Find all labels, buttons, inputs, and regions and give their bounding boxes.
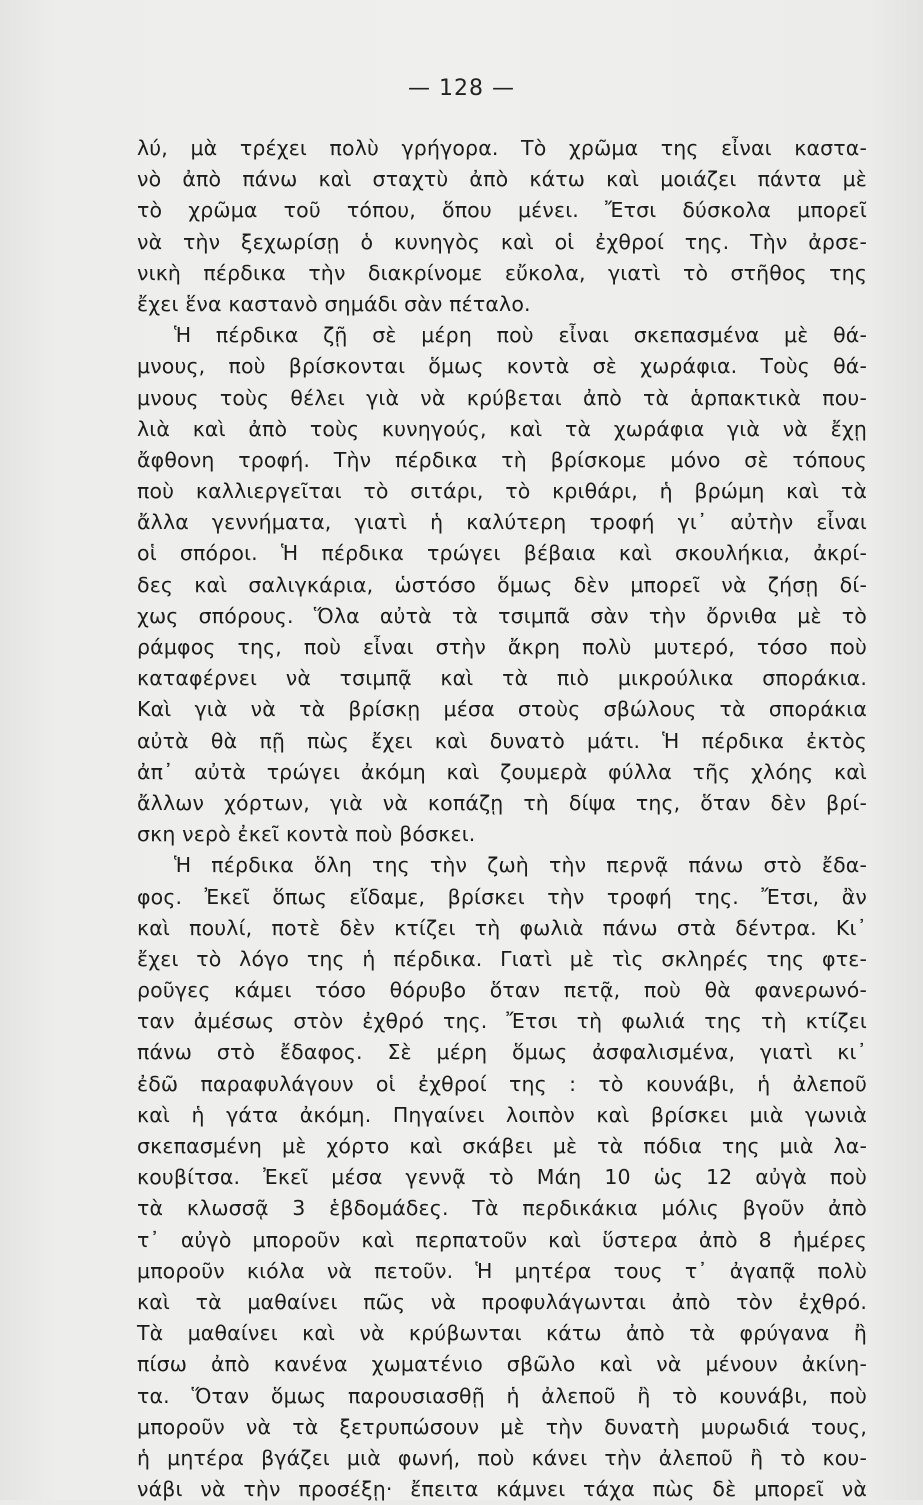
text-line: καὶ ἡ γάτα ἀκόμη. Πηγαίνει λοιπὸν καὶ βρίσκει μιὰ γωνιὰ — [137, 1102, 867, 1127]
text-line: λύ, μὰ τρέχει πολὺ γρήγορα. Τὸ χρῶμα της εἶναι καστα- — [137, 136, 867, 160]
text-line: μποροῦν νὰ τὰ ξετρυπώσουν μὲ τὴν δυνατὴ μυρωδιά τους, — [137, 1414, 867, 1439]
text-line: φος. Ἐκεῖ ὅπως εἴδαμε, βρίσκει τὴν τροφή της. Ἔτσι, ἂν — [137, 884, 867, 909]
text-line: ποὺ καλλιεργεῖται τὸ σιτάρι, τὸ κριθάρι, ἡ βρώμη καὶ τὰ — [137, 479, 867, 504]
text-line: ράμφος της, ποὺ εἶναι στὴν ἄκρη πολὺ μυτερό, τόσο ποὺ — [137, 635, 867, 659]
text-line: κουβίτσα. Ἐκεῖ μέσα γεννᾷ τὸ Μάη 10 ὡς 12 αὐγὰ ποὺ — [137, 1165, 867, 1190]
text-line: οἱ σπόροι. Ἡ πέρδικα τρώγει βέβαια καὶ σκουλήκια, ἀκρί- — [137, 541, 867, 566]
text-line: αὐτὰ θὰ πῇ πὼς ἔχει καὶ δυνατὸ μάτι. Ἡ πέρδικα ἐκτὸς — [137, 728, 867, 753]
text-line: μνους, ποὺ βρίσκονται ὅμως κοντὰ σὲ χωράφια. Τοὺς θά- — [137, 354, 867, 379]
text-line: πίσω ἀπὸ κανένα χωματένιο σβῶλο καὶ νὰ μένουν ἀκίνη- — [137, 1352, 867, 1377]
text-line: ἐδῶ παραφυλάγουν οἱ ἐχθροί της : τὸ κουνάβι, ἡ ἀλεποῦ — [137, 1071, 867, 1096]
text-line: ἔχει τὸ λόγο της ἡ πέρδικα. Γιατὶ μὲ τὶς σκληρές της φτε- — [137, 946, 867, 971]
text-line: καὶ τὰ μαθαίνει πῶς νὰ προφυλάγωνται ἀπὸ τὸν ἐχθρό. — [137, 1289, 867, 1314]
text-line: ἄφθονη τροφή. Τὴν πέρδικα τὴ βρίσκομε μόνο σὲ τόπους — [137, 447, 867, 472]
text-line: δες καὶ σαλιγκάρια, ὡστόσο ὅμως δὲν μπορεῖ νὰ ζήσῃ δί- — [137, 572, 867, 597]
text-line: χως σπόρους. Ὅλα αὐτὰ τὰ τσιμπᾶ σὰν τὴν ὄρνιθα μὲ τὸ — [137, 603, 867, 628]
text-line: σκη νερὸ ἐκεῖ κοντὰ ποὺ βόσκει. — [137, 822, 476, 847]
text-line: Ἡ πέρδικα ζῇ σὲ μέρη ποὺ εἶναι σκεπασμένα μὲ θά- — [174, 323, 867, 348]
body-text — [137, 133, 867, 1505]
text-line: πάνω στὸ ἔδαφος. Σὲ μέρη ὅμως ἀσφαλισμένα, γιατὶ κι᾽ — [137, 1040, 867, 1065]
text-line: ἄλλων χόρτων, γιὰ νὰ κοπάζῃ τὴ δίψα της, ὅταν δὲν βρί- — [137, 790, 867, 815]
text-line: σκεπασμένη μὲ χόρτο καὶ σκάβει μὲ τὰ πόδια της μιὰ λα- — [137, 1134, 867, 1158]
text-line: τὰ κλωσσᾷ 3 ἑβδομάδες. Τὰ περδικάκια μόλις βγοῦν ἀπὸ — [137, 1196, 867, 1221]
text-line: καταφέρνει νὰ τσιμπᾷ καὶ τὰ πιὸ μικρούλικα σποράκια. — [137, 666, 867, 691]
text-line: νὰ τὴν ξεχωρίσῃ ὁ κυνηγὸς καὶ οἱ ἐχθροί της. Τὴν ἀρσε- — [137, 229, 867, 254]
text-line: ἀπ᾽ αὐτὰ τρώγει ἀκόμη καὶ ζουμερὰ φύλλα τῆς χλόης καὶ — [137, 759, 867, 784]
text-line: μποροῦν κιόλα νὰ πετοῦν. Ἡ μητέρα τους τ᾽ ἀγαπᾷ πολὺ — [137, 1258, 867, 1283]
page-number: — 128 — — [408, 76, 515, 101]
text-line: νὸ ἀπὸ πάνω καὶ σταχτὺ ἀπὸ κάτω καὶ μοιάζει πάντα μὲ — [137, 167, 867, 192]
text-line: Τὰ μαθαίνει καὶ νὰ κρύβωνται κάτω ἀπὸ τὰ φρύγανα ἢ — [137, 1321, 867, 1346]
text-line: ἡ μητέρα βγάζει μιὰ φωνή, ποὺ κάνει τὴν ἀλεποῦ ἢ τὸ κου- — [137, 1445, 867, 1470]
text-line: ροῦγες κάμει τόσο θόρυβο ὅταν πετᾷ, ποὺ θὰ φανερωνό- — [137, 978, 867, 1003]
text-line: λιὰ καὶ ἀπὸ τοὺς κυνηγούς, καὶ τὰ χωράφια γιὰ νὰ ἔχῃ — [137, 416, 867, 441]
text-line: καὶ πουλί, ποτὲ δὲν κτίζει τὴ φωλιὰ πάνω στὰ δέντρα. Κι᾽ — [137, 915, 867, 940]
text-line: Καὶ γιὰ νὰ τὰ βρίσκῃ μέσα στοὺς σβώλους τὰ σποράκια — [137, 697, 867, 722]
text-line: μνους τοὺς θέλει γιὰ νὰ κρύβεται ἀπὸ τὰ ἁρπακτικὰ που- — [137, 385, 867, 410]
text-line: τα. Ὅταν ὅμως παρουσιασθῇ ἡ ἀλεποῦ ἢ τὸ κουνάβι, ποὺ — [137, 1383, 867, 1408]
text-line: τὸ χρῶμα τοῦ τόπου, ὅπου μένει. Ἔτσι δύσκολα μπορεῖ — [137, 198, 867, 223]
text-line: τ᾽ αὐγὸ μποροῦν καὶ περπατοῦν καὶ ὕστερα ἀπὸ 8 ἡμέρες — [137, 1227, 867, 1252]
text-line: ἄλλα γεννήματα, γιατὶ ἡ καλύτερη τροφή γι᾽ αὐτὴν εἶναι — [137, 510, 867, 535]
text-line: ἔχει ἕνα καστανὸ σημάδι σὰν πέταλο. — [137, 291, 531, 316]
text-line: νάβι νὰ τὴν προσέξῃ· ἔπειτα κάμνει τάχα πὼς δὲ μπορεῖ νὰ — [137, 1477, 867, 1502]
text-line: νικὴ πέρδικα τὴν διακρίνομε εὔκολα, γιατὶ τὸ στῆθος της — [137, 260, 867, 285]
text-line: Ἡ πέρδικα ὅλη της τὴν ζωὴ τὴν περνᾷ πάνω στὸ ἔδα- — [174, 853, 867, 878]
text-line: ταν ἀμέσως στὸν ἐχθρό της. Ἔτσι τὴ φωλιά της τὴ κτίζει — [137, 1009, 867, 1034]
